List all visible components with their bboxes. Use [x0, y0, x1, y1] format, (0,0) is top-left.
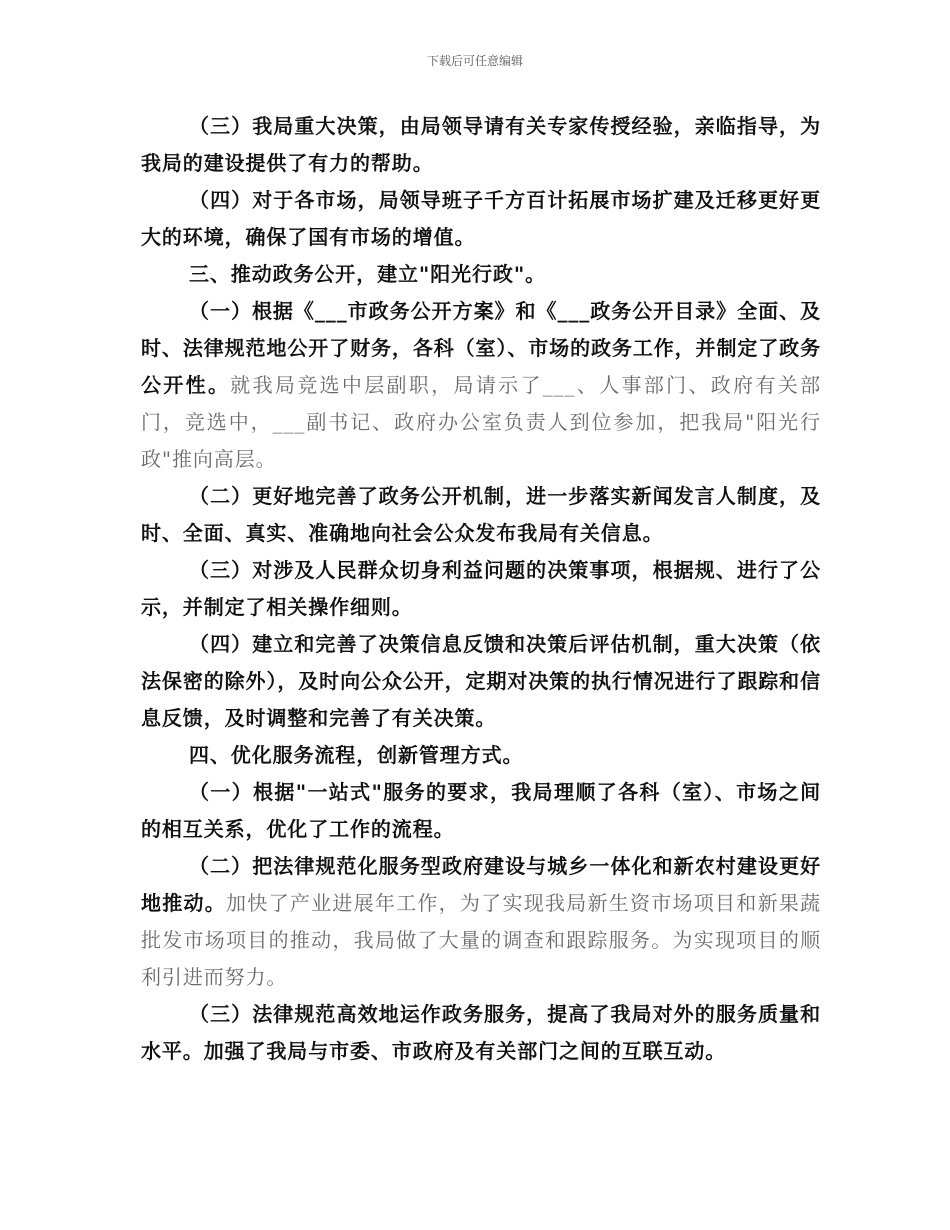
paragraph	[141, 848, 821, 996]
section-heading-text: 四、优化服务流程，创新管理方式。	[189, 743, 524, 767]
paragraph-text: （二）更好地完善了政务公开机制，进一步落实新闻发言人制度，及时、全面、真实、准确地向社会公众发布我局有关信息。	[141, 484, 821, 545]
section-heading-text: 三、推动政务公开，建立"阳光行政"。	[189, 262, 547, 286]
paragraph	[141, 108, 821, 182]
paragraph-text: （一）根据《___市政务公开方案》和《___政务公开目录》全面、及时、法律规范地公开了财务，各科（室）、市场的政务工作，并制定了政务公开性。	[141, 299, 821, 397]
section-heading	[141, 737, 821, 774]
paragraph	[141, 552, 821, 626]
document-body	[141, 108, 821, 1070]
paragraph-text-regular: 加快了产业进展年工作，为了实现我局新生资市场项目和新果蔬批发市场项目的推动，我局做了大量的调查和跟踪服务。为实现项目的顺利引进而努力。	[141, 891, 821, 989]
paragraph-text: （三）法律规范高效地运作政务服务，提高了我局对外的服务质量和水平。加强了我局与市委、市政府及有关部门之间的互联互动。	[141, 1002, 821, 1063]
paragraph-text: （二）把法律规范化服务型政府建设与城乡一体化和新农村建设更好地推动。	[141, 854, 821, 915]
paragraph	[141, 293, 821, 478]
page-header: 下载后可任意编辑	[426, 54, 523, 68]
paragraph	[141, 626, 821, 737]
paragraph-text: （四）建立和完善了决策信息反馈和决策后评估机制，重大决策（依法保密的除外），及时向公众公开，定期对决策的执行情况进行了跟踪和信息反馈，及时调整和完善了有关决策。	[141, 632, 821, 730]
section-heading	[141, 256, 821, 293]
paragraph	[141, 996, 821, 1070]
paragraph	[141, 774, 821, 848]
paragraph-text: （四）对于各市场，局领导班子千方百计拓展市场扩建及迁移更好更大的环境，确保了国有市场的增值。	[141, 188, 821, 249]
paragraph	[141, 478, 821, 552]
paragraph	[141, 182, 821, 256]
paragraph-text-regular: 就我局竞选中层副职，局请示了___、人事部门、政府有关部门，竞选中，___副书记、政府办公室负责人到位参加，把我局"阳光行政"推向高层。	[141, 373, 821, 471]
paragraph-text: （一）根据"一站式"服务的要求，我局理顺了各科（室）、市场之间的相互关系，优化了工作的流程。	[141, 780, 821, 841]
paragraph-text: （三）对涉及人民群众切身利益问题的决策事项，根据规、进行了公示，并制定了相关操作细则。	[141, 558, 821, 619]
paragraph-text: （三）我局重大决策，由局领导请有关专家传授经验，亲临指导，为我局的建设提供了有力的帮助。	[141, 114, 821, 175]
